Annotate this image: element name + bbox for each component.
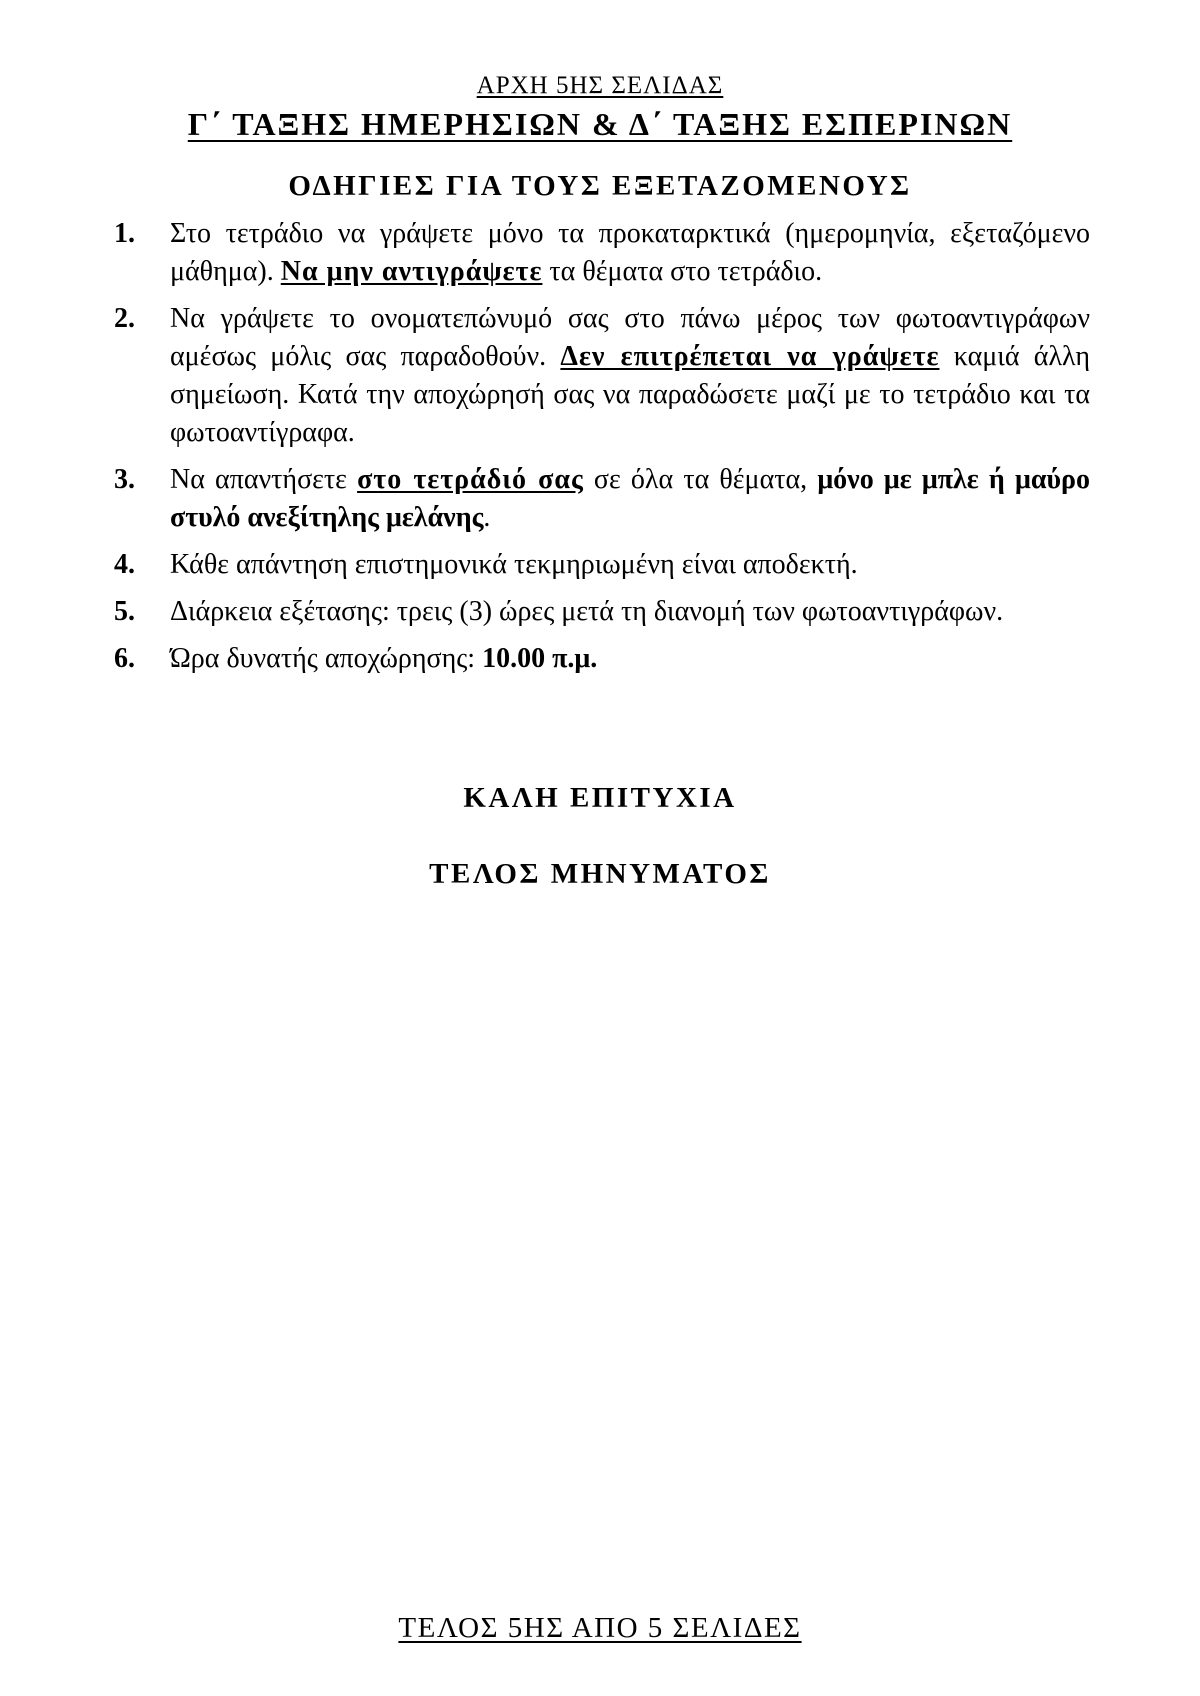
instructions-list <box>114 215 1090 687</box>
item-text-part: τα θέματα στο τετράδιο. <box>542 256 823 287</box>
end-message-heading: ΤΕΛΟΣ ΜΗΝΥΜΑΤΟΣ <box>429 858 771 890</box>
item-text <box>170 640 1090 678</box>
instruction-item-2 <box>114 300 1090 452</box>
item-emphasis: Να μην αντιγράψετε <box>280 256 543 287</box>
item-number: 3. <box>114 464 135 495</box>
instruction-item-5 <box>114 593 1090 631</box>
item-text-part: Να γράψετε το ονοματεπώνυμό σας στο πάνω μέρος των φωτοαντιγράφων αμέσως μόλις σας παραδοθούν. <box>170 303 1090 372</box>
item-number: 4. <box>114 549 135 580</box>
item-text <box>170 461 1090 537</box>
good-luck-heading: ΚΑΛΗ ΕΠΙΤΥΧΙΑ <box>463 782 737 814</box>
item-number: 2. <box>114 303 135 334</box>
instruction-item-3 <box>114 461 1090 537</box>
exam-classes-title <box>0 106 1200 143</box>
item-number: 6. <box>114 643 135 674</box>
page-start-header <box>0 72 1200 100</box>
instruction-item-1 <box>114 215 1090 291</box>
item-text: Διάρκεια εξέτασης: τρεις (3) ώρες μετά τη διανομή των φωτοαντιγράφων. <box>170 596 1004 627</box>
page-end-label: ΤΕΛΟΣ 5ΗΣ ΑΠΟ 5 ΣΕΛΙΔΕΣ <box>398 1612 802 1644</box>
instruction-item-4 <box>114 546 1090 584</box>
item-number: 5. <box>114 596 135 627</box>
instructions-heading: ΟΔΗΓΙΕΣ ΓΙΑ ΤΟΥΣ ΕΞΕΤΑΖΟΜΕΝΟΥΣ <box>288 170 912 202</box>
page-end-footer <box>0 1612 1200 1645</box>
item-text-part: Στο τετράδιο να γράψετε μόνο τα προκαταρκτικά (ημερομηνία, εξεταζόμενο μάθημα). <box>170 218 1090 287</box>
exam-classes-label: Γ΄ ΤΑΞΗΣ ΗΜΕΡΗΣΙΩΝ & Δ΄ ΤΑΞΗΣ ΕΣΠΕΡΙΝΩΝ <box>187 106 1013 142</box>
item-bold: 10.00 π.μ. <box>482 643 598 674</box>
item-text: Κάθε απάντηση επιστημονικά τεκμηριωμένη είναι αποδεκτή. <box>170 549 858 580</box>
item-emphasis: στο τετράδιό σας <box>357 464 584 495</box>
item-text-part: . <box>483 502 491 533</box>
item-emphasis: Δεν επιτρέπεται να γράψετε <box>560 341 940 372</box>
page-start-label: ΑΡΧΗ 5ΗΣ ΣΕΛΙΔΑΣ <box>476 72 724 99</box>
item-text <box>170 215 1090 291</box>
item-text-part: καμιά άλλη σημείωση. Κατά την αποχώρησή σας να παραδώσετε μαζί με το τετράδιο και τα φωτοαντίγραφα. <box>170 341 1090 448</box>
instruction-item-6 <box>114 640 1090 678</box>
item-text-part: Να απαντήσετε <box>170 464 358 495</box>
item-number: 1. <box>114 218 135 249</box>
item-bold: μόνο με μπλε ή μαύρο στυλό ανεξίτηλης μελάνης <box>170 464 1090 533</box>
item-text-part: Ώρα δυνατής αποχώρησης: <box>170 643 483 674</box>
item-text <box>170 300 1090 452</box>
item-text-part: σε όλα τα θέματα, <box>583 464 818 495</box>
